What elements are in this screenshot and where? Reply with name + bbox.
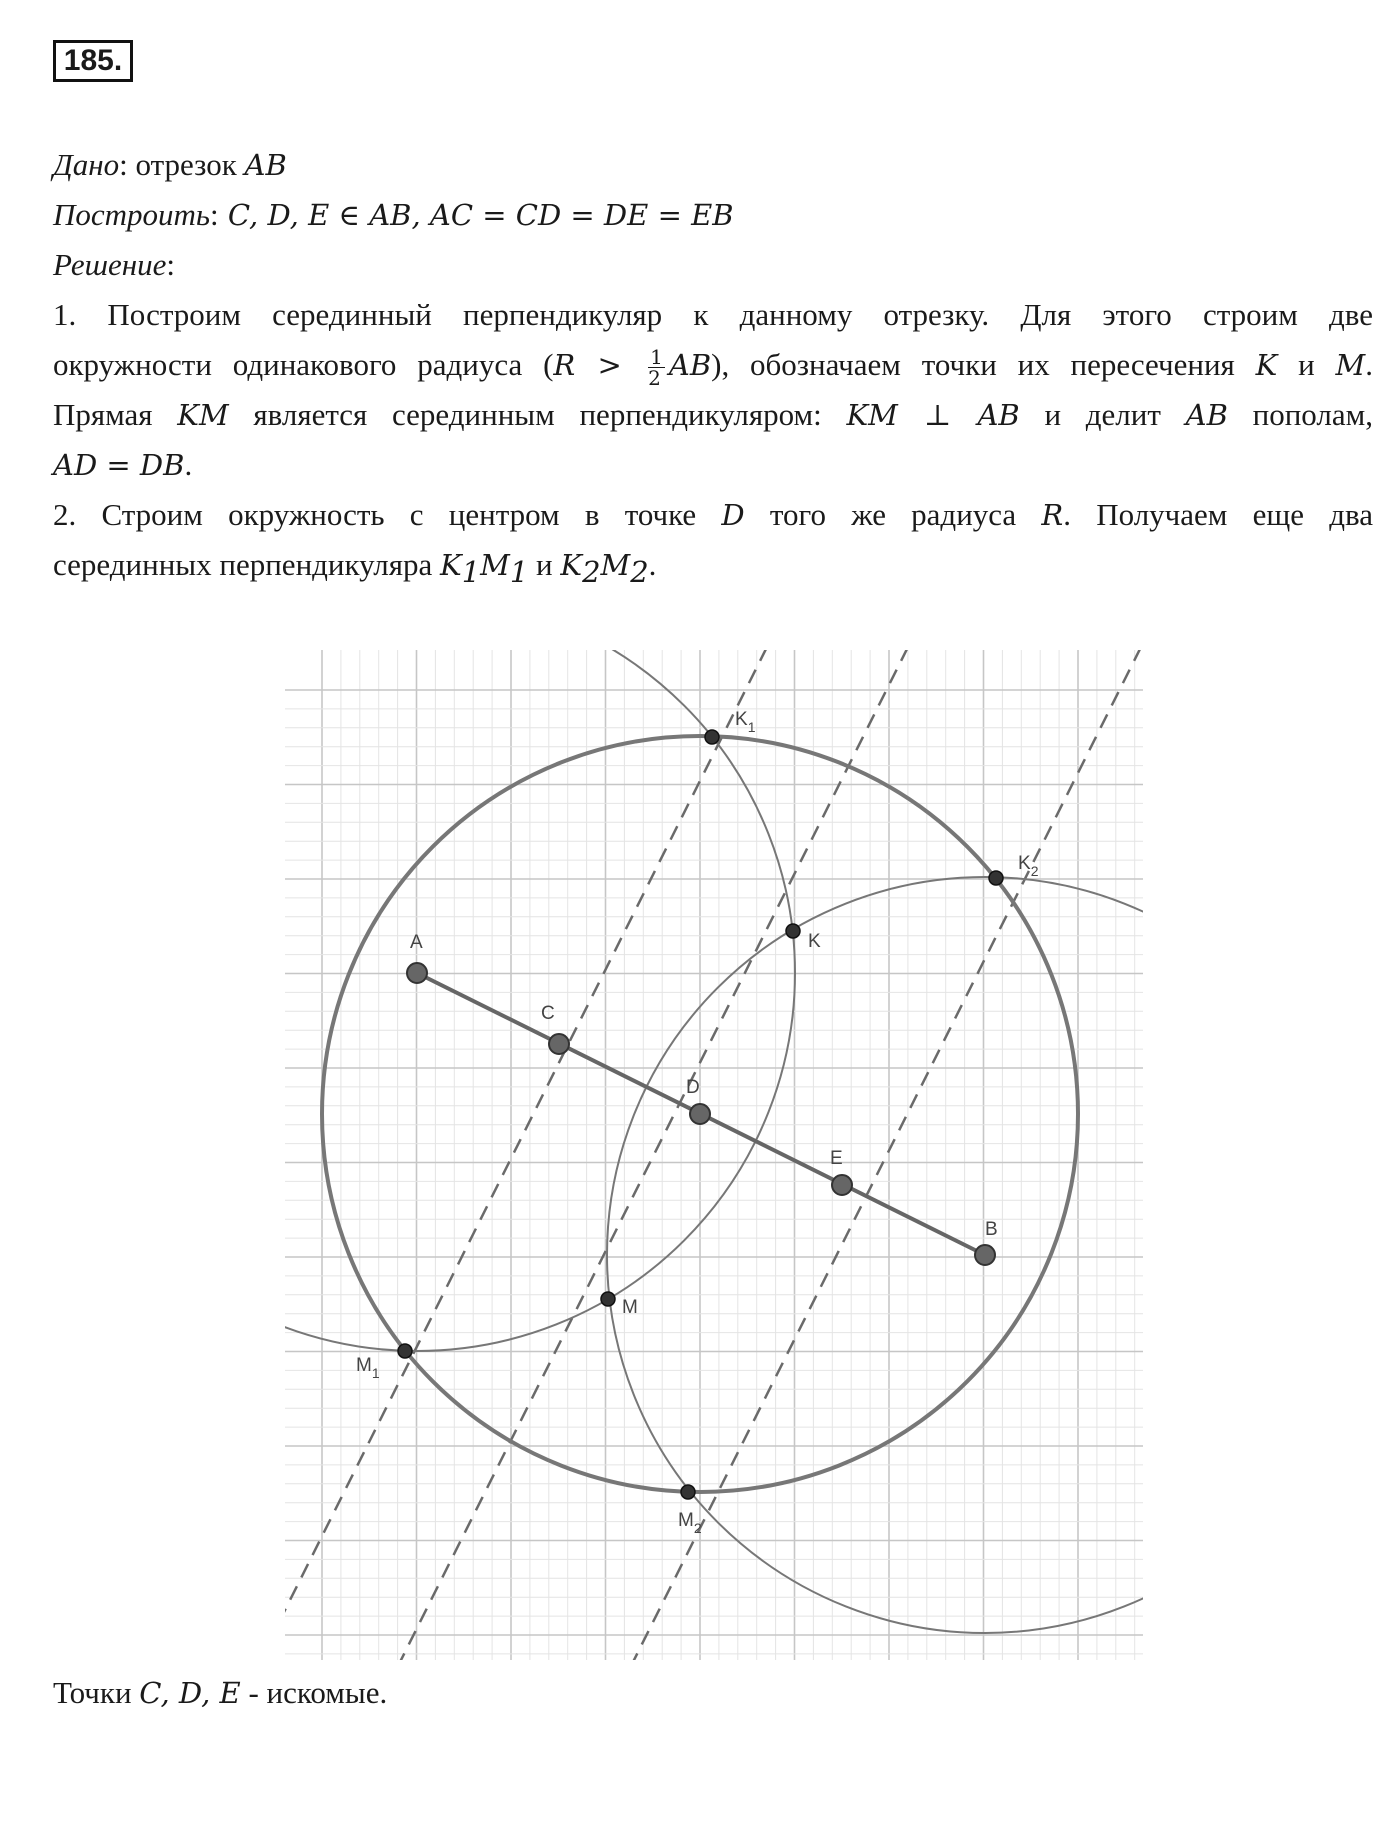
label-k: K: [808, 931, 821, 952]
step2-line2: серединных перпендикуляра $K_1M_1$ и $K_2M_2$.: [53, 547, 657, 590]
given-label: Дано: [53, 147, 120, 182]
conclusion: Точки C, D, E - искомые.: [53, 1675, 388, 1710]
point-d: [690, 1104, 710, 1124]
point-k1: [705, 730, 719, 744]
label-e: E: [830, 1148, 843, 1169]
label-a: A: [410, 932, 423, 953]
task-number: 185.: [53, 40, 133, 82]
given-line: Дано: отрезок AB: [53, 147, 287, 182]
step1-line2: окружности одинакового радиуса (R > $\frac{1}{2}$ AB), обозначаем точки их пересечения K и M.: [53, 345, 1373, 391]
step1-line4: AD = DB.: [53, 447, 193, 482]
point-a: [407, 963, 427, 983]
given-text: отрезок: [127, 147, 245, 182]
label-k1: $K_1$: [735, 709, 756, 735]
point-m: [601, 1292, 615, 1306]
solution-label: Решение: [53, 247, 167, 282]
fraction-one-half: $\frac{1}{2}$: [648, 345, 663, 391]
grid: [285, 650, 1143, 1660]
point-b: [975, 1245, 995, 1265]
point-e: [832, 1175, 852, 1195]
label-k2: $K_2$: [1018, 853, 1039, 879]
given-segment: AB: [244, 148, 287, 182]
point-k: [786, 924, 800, 938]
label-m2: $M_2$: [678, 1510, 702, 1536]
conclusion-points: C, D, E: [139, 1676, 241, 1710]
step1-line3: Прямая KM является серединным перпендикуляром: KM ⊥ AB и делит AB пополам,: [53, 397, 1373, 432]
label-m: M: [622, 1297, 638, 1318]
label-m1: $M_1$: [356, 1355, 380, 1381]
construct-label: Построить: [53, 197, 211, 232]
step1-line1: 1. Построим серединный перпендикуляр к данному отрезку. Для этого строим две: [53, 297, 1373, 332]
construct-line: Построить: C, D, E ∈ AB, AC = CD = DE = EB: [53, 197, 734, 232]
solution-line: Решение:: [53, 247, 175, 282]
label-d: D: [686, 1077, 700, 1098]
label-b: B: [985, 1219, 998, 1240]
point-c: [549, 1034, 569, 1054]
point-m1: [398, 1344, 412, 1358]
point-m2: [681, 1485, 695, 1499]
point-k2: [989, 871, 1003, 885]
label-c: C: [541, 1003, 555, 1024]
construct-statement: C, D, E ∈ AB, AC = CD = DE = EB: [218, 198, 734, 232]
step2-line1: 2. Строим окружность с центром в точке D того же радиуса R. Получаем еще два: [53, 497, 1373, 532]
